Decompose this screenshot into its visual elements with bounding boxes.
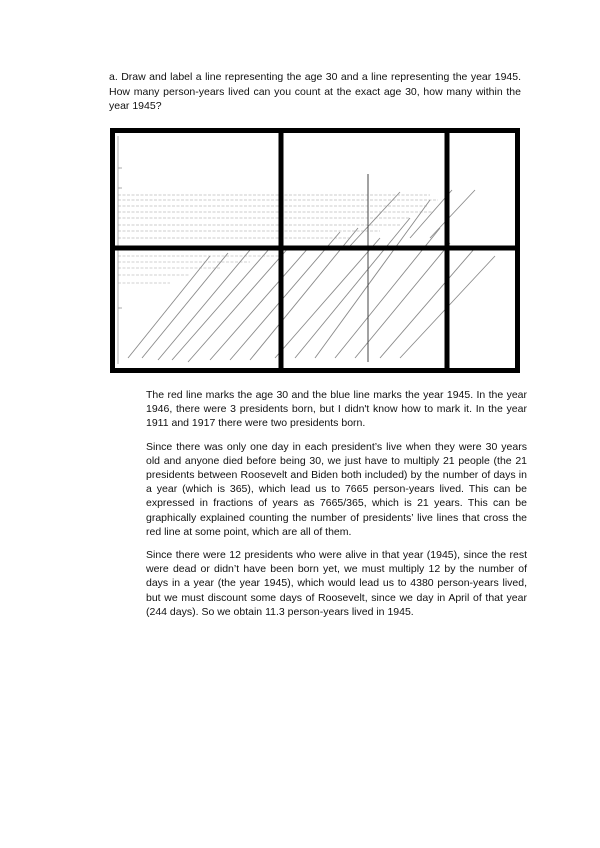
answer-paragraph-3: Since there were 12 presidents who were alive in that year (1945), since the rest were dead or didn’t have been born yet, we must multiply 12 by the number of days in a year (the year 1945), which would lead us to 4380 person-years lived, but we must discount some days of Roosevelt, since we day in April of that year (244 days). So we obtain 11.3 person-years lived in 1945. <box>146 549 527 618</box>
answer-paragraph-2: Since there was only one day in each president’s live when they were 30 years old and anyone died before being 30, we just have to multiply 21 people (the 21 presidents between Roosevelt and Biden both included) by the number of days in a year (which is 365), which lead us to 7665 person-years lived. This can be expressed in fractions of years as 7665/365, which is 21 years. This can be graphically explained counting the number of presidents’ live lines that cross the red line at some point, which are all of them. <box>146 440 527 538</box>
lexis-diagram-image <box>110 128 520 373</box>
question-text: a. Draw and label a line representing the age 30 and a line representing the year 1945. How many person-years lived can you count at the exact age 30, how many within the year 1945? <box>109 71 521 112</box>
answer-paragraph-1: The red line marks the age 30 and the blue line marks the year 1945. In the year 1946, there were 3 presidents born, but I didn't know how to mark it. In the year 1911 and 1917 there were two presidents born. <box>146 389 527 430</box>
lexis-diagram-figure <box>110 128 520 373</box>
answer-text <box>146 388 527 628</box>
